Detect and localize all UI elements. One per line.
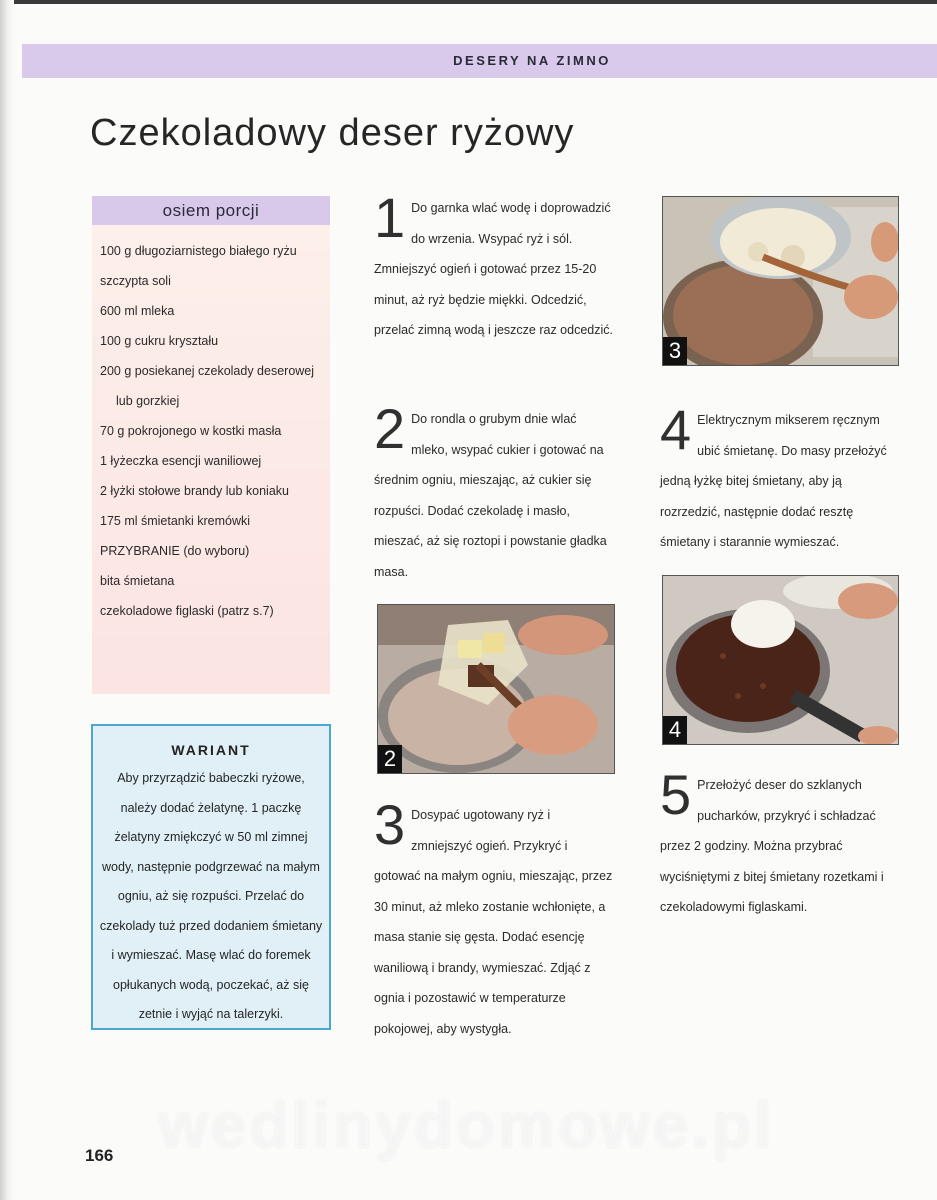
step-text: Dosypać ugotowany ryż i zmniejszyć ogień. Przykryć i gotować na małym ogniu, mieszając, przez 30 minut, aż mleko zostanie wchłonięte, a masa stanie się gęsta. Dodać esencję waniliową i brandy, wymieszać. Zdjąć z ognia i pozostawić w temperaturze pokojowej, aby wystygła. — [374, 808, 613, 1036]
variant-text: Aby przyrządzić babeczki ryżowe, należy dodać żelatynę. 1 paczkę żelatyny zmiękczyć w 50 ml zimnej wody, następnie podgrzewać na małym ogniu, aż się rozpuści. Przelać do czekolady tuż przed dodaniem śmietany i wymieszać. Masę wlać do foremek opłukanych wodą, poczekać, aż się zetnie i wyjąć na talerzyki. — [99, 771, 323, 1021]
step-2 — [374, 397, 614, 587]
ingredient-item: 175 ml śmietanki kremówki — [100, 514, 251, 528]
step-4 — [660, 398, 892, 558]
photo-step-4-image — [663, 576, 898, 744]
step-text: Przełożyć deser do szklanych pucharków, przykryć i schładzać przez 2 godziny. Można przybrać wyciśniętymi z bitej śmietany rozetkami i czekoladowymi figlaskami. — [660, 778, 884, 914]
photo-label: 3 — [663, 337, 687, 365]
ingredient-item: 70 g pokrojonego w kostki masła — [100, 424, 282, 438]
step-5 — [660, 763, 892, 923]
section-label: DESERY NA ZIMNO — [453, 53, 611, 68]
ingredient-item: lub gorzkiej — [116, 394, 180, 408]
photo-step-2-image — [378, 605, 614, 773]
ingredient-item: bita śmietana — [100, 574, 175, 588]
photo-label: 2 — [378, 745, 402, 773]
ingredient-item: 2 łyżki stołowe brandy lub koniaku — [100, 484, 289, 498]
step-number: 2 — [374, 397, 406, 460]
step-text: Do garnka wlać wodę i doprowadzić do wrzenia. Wsypać ryż i sól. Zmniejszyć ogień i gotować przez 15-20 minut, aż ryż będzie miękki. Odcedzić, przelać zimną wodą i jeszcze raz odcedzić. — [374, 201, 613, 337]
ingredient-item: 200 g posiekanej czekolady deserowej — [100, 364, 315, 378]
step-number: 3 — [374, 793, 406, 856]
ingredients-list — [100, 236, 314, 626]
ingredient-item: 1 łyżeczka esencji waniliowej — [100, 454, 262, 468]
page-number: 166 — [85, 1146, 114, 1165]
step-1 — [374, 186, 614, 346]
ingredient-item: 600 ml mleka — [100, 304, 175, 318]
book-spine — [0, 0, 14, 1200]
ingredient-item: 100 g cukru kryształu — [100, 334, 219, 348]
ingredient-item: PRZYBRANIE (do wyboru) — [100, 544, 250, 558]
recipe-title: Czekoladowy deser ryżowy — [90, 112, 575, 154]
photo-label: 4 — [663, 716, 687, 744]
photo-step-4 — [662, 575, 899, 745]
step-3 — [374, 793, 614, 1044]
ingredient-item: 100 g długoziarnistego białego ryżu — [100, 244, 297, 258]
step-number: 1 — [374, 186, 406, 249]
step-text: Elektrycznym mikserem ręcznym ubić śmietanę. Do masy przełożyć jedną łyżkę bitej śmietany, aby ją rozrzedzić, następnie dodać resztę śmietany i starannie wymieszać. — [660, 413, 887, 549]
watermark: wedlinydomowe.pl — [158, 1089, 775, 1161]
variant-heading: WARIANT — [171, 742, 251, 758]
step-number: 4 — [660, 398, 692, 461]
top-edge — [0, 0, 937, 4]
step-text: Do rondla o grubym dnie wlać mleko, wsypać cukier i gotować na średnim ogniu, mieszając, aż cukier się rozpuści. Dodać czekoladę i masło, mieszać, aż się roztopi i powstanie gładka masa. — [374, 412, 607, 579]
ingredients-box — [92, 196, 330, 694]
photo-step-2 — [377, 604, 615, 774]
photo-step-3 — [662, 196, 899, 366]
photo-step-3-image — [663, 197, 898, 365]
ingredient-item: czekoladowe figlaski (patrz s.7) — [100, 604, 274, 618]
step-number: 5 — [660, 763, 692, 826]
ingredient-item: szczypta soli — [100, 274, 171, 288]
variant-box — [91, 724, 331, 1030]
section-band — [22, 44, 937, 78]
servings-heading: osiem porcji — [92, 196, 330, 225]
